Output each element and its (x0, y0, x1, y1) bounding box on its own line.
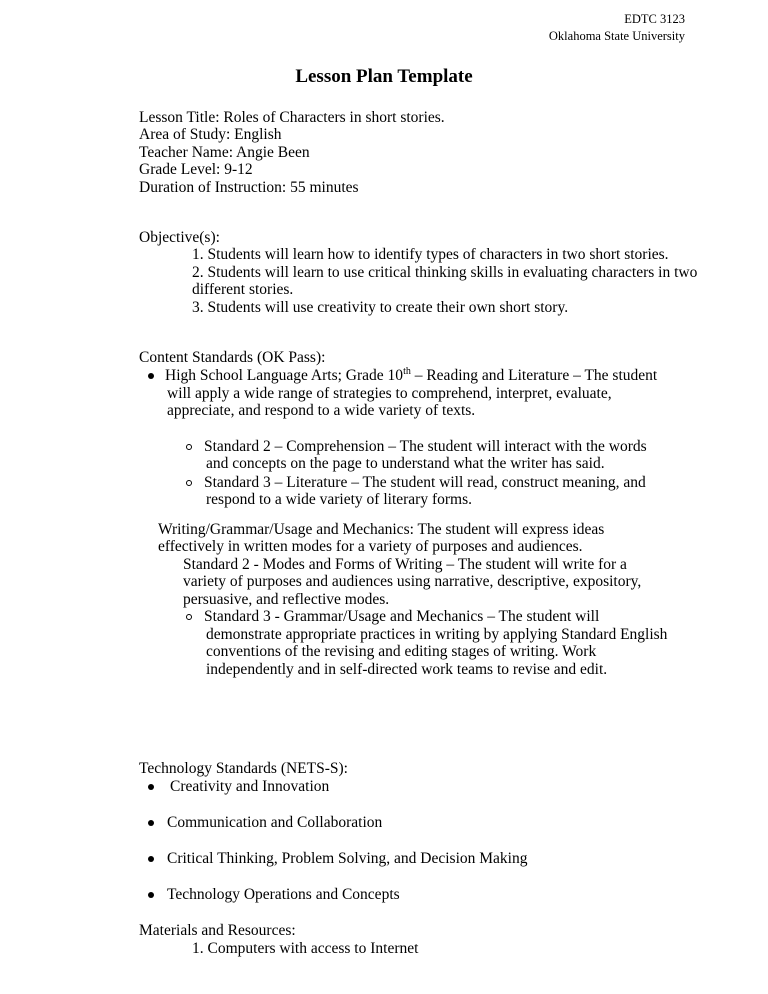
objective-item: 1. Students will learn how to identify types of characters in two short stories. (192, 246, 669, 263)
circle-bullet-icon (186, 444, 192, 450)
writing-standard-3: independently and in self-directed work teams to revise and edit. (206, 661, 608, 678)
tech-standard-item: Technology Operations and Concepts (167, 886, 400, 903)
bullet-icon (148, 373, 154, 379)
content-standards-heading: Content Standards (OK Pass): (139, 349, 326, 366)
course-code: EDTC 3123 (624, 12, 685, 26)
bullet-line: appreciate, and respond to a wide variety of texts. (167, 402, 476, 419)
bullet-text: High School Language Arts; Grade 10 (165, 367, 404, 384)
page-title: Lesson Plan Template (295, 66, 473, 87)
lesson-title: Lesson Title: Roles of Characters in short stories. (139, 109, 445, 126)
objective-item: 3. Students will use creativity to create their own short story. (192, 299, 569, 316)
circle-bullet-icon (186, 480, 192, 486)
bullet-icon (148, 784, 154, 790)
standard-2: and concepts on the page to understand what the writer has said. (206, 455, 605, 472)
tech-standard-item: Creativity and Innovation (170, 778, 330, 795)
circle-bullet-icon (186, 614, 192, 620)
writing-standard-3: conventions of the revising and editing stages of writing. Work (206, 643, 597, 660)
writing-standard-2: persuasive, and reflective modes. (183, 591, 390, 608)
bullet-icon (148, 856, 154, 862)
bullet-icon (148, 892, 154, 898)
tech-standards-heading: Technology Standards (NETS-S): (139, 760, 348, 777)
duration: Duration of Instruction: 55 minutes (139, 179, 359, 196)
standard-2: Standard 2 – Comprehension – The student will interact with the words (204, 438, 647, 455)
writing-standard: Writing/Grammar/Usage and Mechanics: The student will express ideas (158, 521, 605, 538)
superscript: th (403, 365, 411, 377)
university: Oklahoma State University (548, 29, 685, 43)
bullet-line: will apply a wide range of strategies to comprehend, interpret, evaluate, (167, 385, 612, 402)
materials-heading: Materials and Resources: (139, 922, 296, 939)
grade-level: Grade Level: 9-12 (139, 161, 253, 178)
standard-3: Standard 3 – Literature – The student will read, construct meaning, and (204, 474, 646, 491)
area-of-study: Area of Study: English (139, 126, 282, 143)
bullet-icon (148, 820, 154, 826)
tech-standard-item: Critical Thinking, Problem Solving, and Decision Making (167, 850, 528, 867)
standard-3: respond to a wide variety of literary forms. (206, 491, 472, 508)
writing-standard-3: Standard 3 - Grammar/Usage and Mechanics – The student will (204, 608, 600, 625)
teacher-name: Teacher Name: Angie Been (139, 144, 310, 161)
materials-item: 1. Computers with access to Internet (192, 940, 419, 957)
objectives-heading: Objective(s): (139, 229, 220, 246)
content-standard-bullet (165, 367, 657, 385)
writing-standard-2: Standard 2 - Modes and Forms of Writing – The student will write for a (183, 556, 627, 573)
tech-standard-item: Communication and Collaboration (167, 814, 383, 831)
writing-standard-2: variety of purposes and audiences using narrative, descriptive, expository, (183, 573, 642, 590)
writing-standard: effectively in written modes for a variety of purposes and audiences. (158, 538, 583, 555)
objective-item: different stories. (192, 281, 294, 298)
bullet-text: – Reading and Literature – The student (410, 367, 658, 384)
objective-item: 2. Students will learn to use critical thinking skills in evaluating characters in two (192, 264, 698, 281)
writing-standard-3: demonstrate appropriate practices in writing by applying Standard English (206, 626, 668, 643)
